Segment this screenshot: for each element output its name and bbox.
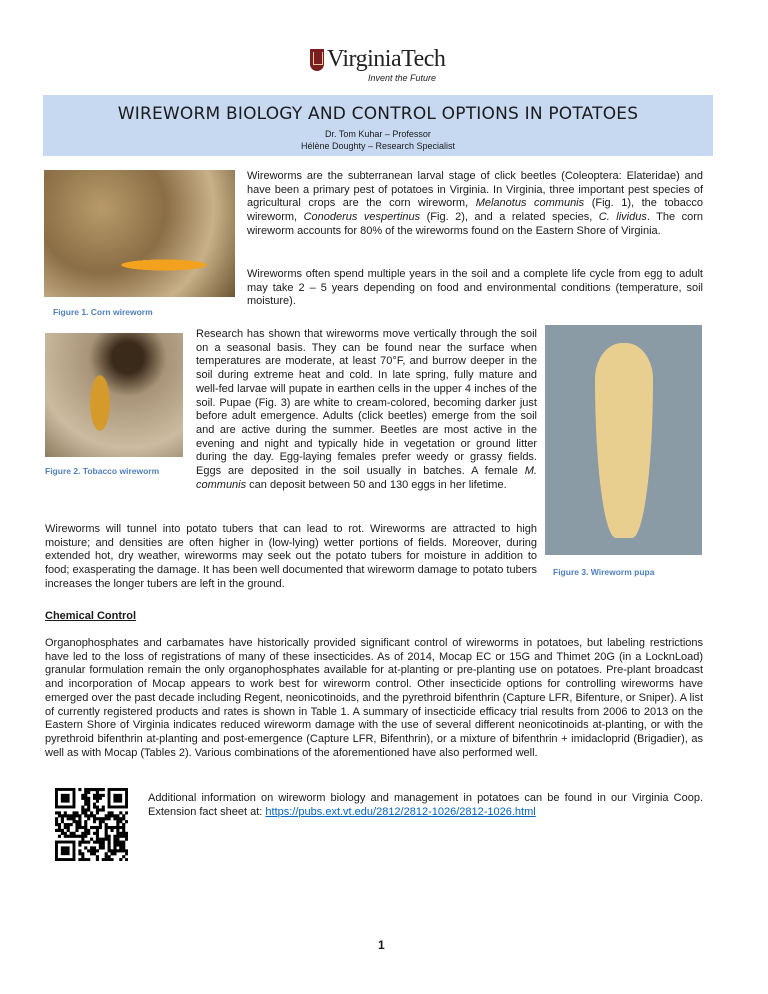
document-title: WIREWORM BIOLOGY AND CONTROL OPTIONS IN POTATOES bbox=[117, 104, 639, 124]
tobacco-wireworm-photo bbox=[45, 333, 183, 457]
author-1: Dr. Tom Kuhar – Professor bbox=[325, 129, 431, 139]
logo-name: VirginiaTech bbox=[327, 46, 446, 72]
shield-icon bbox=[310, 49, 324, 71]
virginia-tech-logo bbox=[310, 46, 460, 90]
figure-1-caption: Figure 1. Corn wireworm bbox=[53, 307, 153, 317]
fact-sheet-link[interactable]: https://pubs.ext.vt.edu/2812/2812-1026/2812-1026.html bbox=[265, 805, 536, 818]
figure-2 bbox=[45, 328, 196, 479]
chemical-control-heading: Chemical Control bbox=[45, 610, 137, 622]
research-section bbox=[45, 328, 537, 492]
figure-2-caption: Figure 2. Tobacco wireworm bbox=[45, 466, 160, 476]
more-info-paragraph: Additional information on wireworm biology and management in potatoes can be found in our Virginia Coop. Extension fact sheet at: https://pubs.ext.vt.edu/2812/2812-1026/2812-1026.html bbox=[148, 792, 703, 818]
chemical-control-paragraph: Organophosphates and carbamates have historically provided significant control of wireworms in potatoes, but labeling restrictions have led to the loss of registrations of many of these insecticides. As of 2014, Mocap EC or 15G and Thimet 20G (in a LocknLoad) granular formulation remain the only organophosphates available for at-planting or pre-planting use on potatoes. Pre-plant broadcast and incorporation of Mocap appears to work best for wireworm control. Other insecticide options for controlling wireworms have emerged over the past decade including Regent, neonicotinoids, and the pyrethroid bifenthrin (Capture LFR, Bifenture, or Sniper). A list of currently registered products and rates is shown in Table 1. A summary of insecticide efficacy trial results from 2006 to 2013 on the Eastern Shore of Virginia indicates reduced wireworm damage with the use of several different neonicotinoids at-planting, or with the pyrethroid bifenthrin at-planting and post-emergence (Capture LFR, Bifenthrin), or a mixture of bifenthrin + imidacloprid (Brigadier), as well as with Mocap (Tables 2). Various combinations of the aforementioned have also performed well. bbox=[45, 637, 703, 759]
page-number: 1 bbox=[378, 938, 385, 952]
title-band bbox=[43, 95, 713, 156]
wireworm-pupa-photo bbox=[545, 325, 702, 555]
author-2: Hélène Doughty – Research Specialist bbox=[300, 141, 456, 151]
research-paragraph: Research has shown that wireworms move vertically through the soil on a seasonal basis. They can be found near the surface when temperatures are moderate, at least 70°F, and burrow deeper in the soil during extreme heat and cold. In late spring, fully mature and well-fed larvae will pupate in earthen cells in the upper 4 inches of the soil. Pupae (Fig. 3) are white to cream-colored, becoming darker just before adult emergence. Adults (click beetles) emerge from the soil and are active during the summer. Beetles are most active in the evening and night and typically hide in vegetation or ground litter during the day. Egg-laying females prefer weedy or grassy fields. Eggs are deposited in the soil usually in batches. A female M. communis can deposit between 50 and 130 eggs in her lifetime. bbox=[196, 328, 537, 491]
life-cycle-paragraph: Wireworms often spend multiple years in the soil and a complete life cycle from egg to adult may take 2 – 5 years depending on food and environmental conditions (temperature, soil moisture). bbox=[247, 268, 703, 308]
figure-3-caption: Figure 3. Wireworm pupa bbox=[553, 567, 655, 577]
corn-wireworm-photo bbox=[44, 170, 235, 297]
logo-tagline: Invent the Future bbox=[368, 73, 437, 83]
tuber-damage-paragraph: Wireworms will tunnel into potato tubers that can lead to rot. Wireworms are attracted to high moisture; and densities are often higher in (low-lying) wetter portions of fields. Moreover, during extended hot, dry weather, wireworms may seek out the potato tubers for moisture in addition to food; exasperating the damage. It has been well documented that wireworm damage to potato tubers increases the longer tubers are left in the ground. bbox=[45, 523, 537, 590]
qr-code[interactable] bbox=[55, 788, 128, 861]
intro-paragraph: Wireworms are the subterranean larval stage of click beetles (Coleoptera: Elateridae) and have been a primary pest of potatoes in Virginia. In Virginia, three important pest species of agricultural crops are the corn wireworm, Melanotus communis (Fig. 1), the tobacco wireworm, Conoderus vespertinus (Fig. 2), and a related species, C. lividus. The corn wireworm accounts for 80% of the wireworms found on the Eastern Shore of Virginia. bbox=[247, 170, 703, 237]
